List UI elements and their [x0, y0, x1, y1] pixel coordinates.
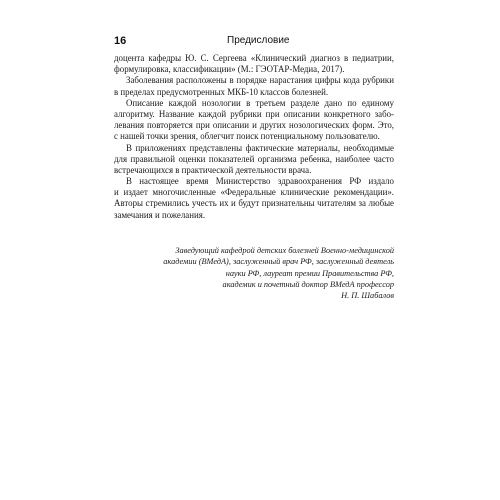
- paragraph: [114, 53, 394, 75]
- text-line: и издает многочисленные «Федеральные клинические рекомендации».: [114, 187, 394, 198]
- text-line: Авторы стремились учесть их и будут признательны читателям за любые: [114, 198, 394, 209]
- text-line: встречающихся в практической деятельности врача.: [114, 164, 312, 175]
- signature-line: науки РФ, лауреат премии Правительства РФ,: [225, 268, 394, 278]
- paragraph: [114, 75, 394, 97]
- signature-line: академии (ВМедА), заслуженный врач РФ, заслуженный деятель: [163, 257, 394, 267]
- text-line: В настоящее время Министерство здравоохранения РФ издало: [126, 176, 394, 187]
- text-line: Заболевания расположены в порядке нарастания цифры кода рубрики: [126, 75, 394, 86]
- page-header: [114, 33, 394, 49]
- author-signature: [150, 245, 394, 301]
- text-line: Описание каждой нозологии в третьем разделе дано по единому: [126, 97, 394, 108]
- paragraph: [114, 176, 394, 221]
- text-line: доцента кафедры Ю. С. Сергеева «Клинический диагноз в педиатрии,: [114, 53, 394, 63]
- text-line: левания повторяется при описании и других нозологических форм. Это,: [114, 120, 394, 131]
- author-name: Н. П. Шабалов: [341, 291, 394, 301]
- running-head: Предисловие: [227, 35, 290, 46]
- body-text: [114, 53, 394, 221]
- text-line: в пределах предусмотренных МКБ-10 классов болезней.: [114, 86, 329, 97]
- paragraph: [114, 98, 394, 143]
- text-line: замечания и пожелания.: [114, 209, 206, 220]
- signature-line: академик и почетный доктор ВМедА профессор: [222, 279, 394, 289]
- text-line: В приложениях представлены фактические материалы, необходимые: [126, 142, 394, 153]
- paragraph: [114, 143, 394, 177]
- text-line: с нашей точки зрения, облегчит поиск потенциальному пользователю.: [114, 131, 380, 142]
- text-line: для правильной оценки показателей организма ребенка, наиболее часто: [114, 153, 394, 164]
- signature-line: Заведующий кафедрой детских болезней Военно-медицинской: [175, 246, 394, 255]
- text-line: формулировка, классификации» (М.: ГЭОТАР-Медиа, 2017).: [114, 64, 345, 75]
- text-line: алгоритму. Название каждой рубрики при описании конкретного забо-: [114, 108, 394, 119]
- page-number: 16: [114, 35, 127, 47]
